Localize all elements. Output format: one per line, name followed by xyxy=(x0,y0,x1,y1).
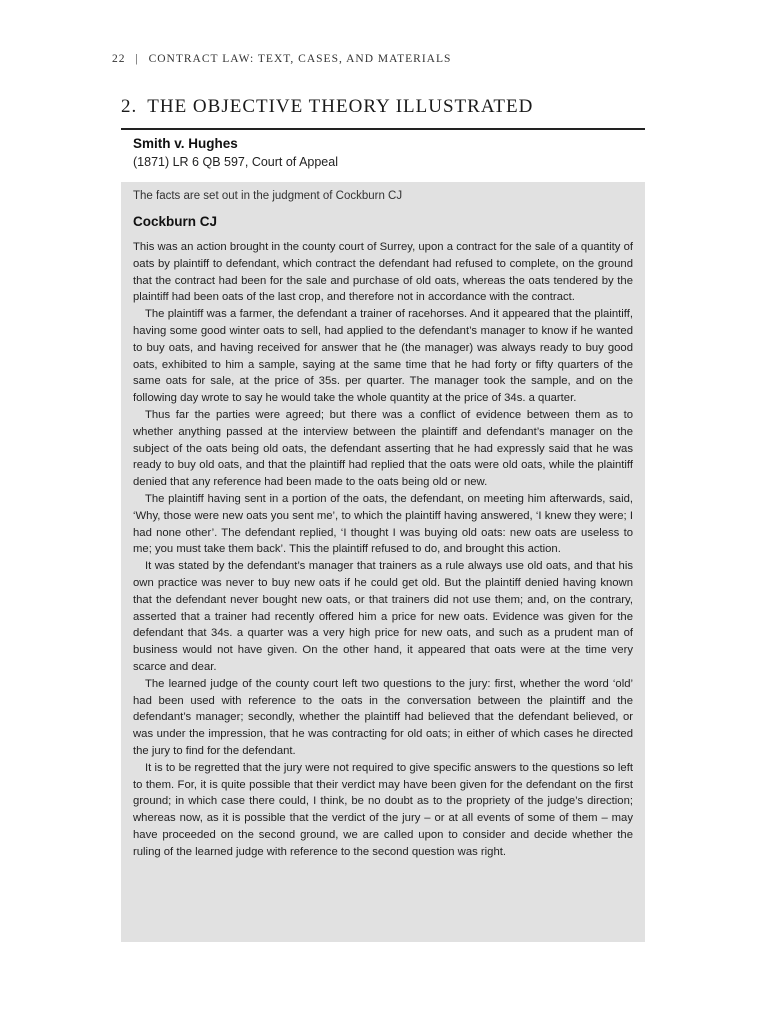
heading-rule xyxy=(121,128,645,130)
judgment-paragraph: The learned judge of the county court left two questions to the jury: first, whether the word ‘old’ had been used with reference to the oats in the conversation between the plaintiff and the defendant’s manager; secondly, whether the plaintiff had believed that the defendant believed, or was under the impression, that he was contracting for old oats; in either of which cases he directed the jury to find for the defendant. xyxy=(133,677,633,757)
judgment-paragraph: It is to be regretted that the jury were not required to give specific answers to the questions so left to them. For, it is quite possible that their verdict may have been given for the defendant on the first ground; in which case there could, I think, be no doubt as to the propriety of the judge’s direction; whereas now, as it is possible that the verdict of the jury – or at all events of some of them – may have proceeded on the second ground, we are called upon to consider and decide whether the ruling of the learned judge with reference to the second question was right. xyxy=(133,761,633,858)
book-title: CONTRACT LAW: TEXT, CASES, AND MATERIALS xyxy=(148,53,452,65)
section-heading xyxy=(121,96,533,118)
judge-name: Cockburn CJ xyxy=(133,214,218,229)
judgment-paragraph: The plaintiff was a farmer, the defendant a trainer of racehorses. And it appeared that the plaintiff, having some good winter oats to sell, had applied to the defendant’s manager to know if he wanted to buy oats, and having received for answer that he (the manager) was always ready to buy good oats, exhibited to him a sample, saying at the same time that he had forty or fifty quarters of the same oats for sale, at the price of 35s. per quarter. The manager took the sample, and on the following day wrote to say he would take the whole quantity at the price of 34s. a quarter. xyxy=(133,308,633,405)
judgment-paragraph: Thus far the parties were agreed; but there was a conflict of evidence between them as to whether anything passed at the interview between the plaintiff and defendant’s manager on the subject of the oats being old oats, the defendant asserting that he had expressly said that he was ready to buy old oats, and that the plaintiff had replied that the oats were old oats, while the plaintiff denied that any reference had been made to the oats being old or new. xyxy=(133,408,633,489)
case-citation: (1871) LR 6 QB 597, Court of Appeal xyxy=(133,155,338,169)
judgment-paragraph: It was stated by the defendant’s manager that trainers as a rule always use old oats, and that his own practice was never to buy new oats if he could get old. But the plaintiff denied having known that the defendant never bought new oats, or that trainers did not use them; and, on the contrary, asserted that a trainer had recently offered him a price for new oats. Evidence was given for the defendant that 34s. a quarter was a very high price for new oats, and such as a prudent man of business would not have given. On the other hand, it appeared that oats were at the time very scarce and dear. xyxy=(133,560,633,673)
section-number: 2. xyxy=(121,96,138,117)
section-title: THE OBJECTIVE THEORY ILLUSTRATED xyxy=(147,96,534,117)
running-head-separator: | xyxy=(135,53,139,65)
case-extract xyxy=(121,182,645,942)
facts-note: The facts are set out in the judgment of Cockburn CJ xyxy=(133,190,403,202)
judgment-paragraph: This was an action brought in the county court of Surrey, upon a contract for the sale of a quantity of oats by plaintiff to defendant, which contract the defendant had refused to complete, on the ground that the contract had been for the sale and purchase of old oats, whereas the oats tendered by the plaintiff had been oats of the last crop, and therefore not in accordance with the contract. xyxy=(133,241,633,304)
judgment-paragraph: The plaintiff having sent in a portion of the oats, the defendant, on meeting him afterwards, said, ‘Why, those were new oats you sent me’, to which the plaintiff having answered, ‘I knew they were; I had none other’. The defendant replied, ‘I thought I was buying old oats: new oats are useless to me; you must take them back’. This the plaintiff refused to do, and brought this action. xyxy=(133,492,633,556)
running-head xyxy=(112,53,451,65)
page-number: 22 xyxy=(112,53,126,65)
case-name: Smith v. Hughes xyxy=(133,136,238,151)
